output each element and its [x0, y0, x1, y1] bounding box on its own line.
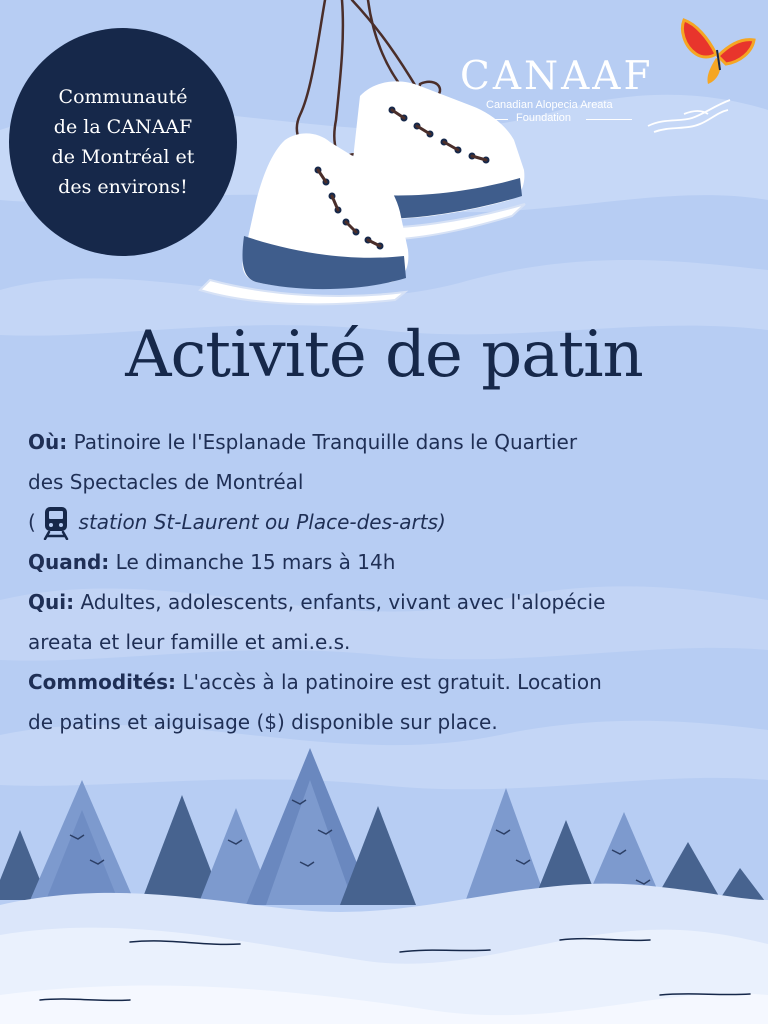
detail-transit: [28, 502, 758, 542]
community-badge: [9, 28, 237, 256]
event-details: [28, 422, 758, 742]
detail-amenities: [28, 662, 758, 702]
butterfly-icon: [678, 10, 758, 90]
where-text: des Spectacles de Montréal: [28, 470, 304, 494]
detail-where: [28, 422, 758, 462]
transit-text: station St-Laurent ou Place-des-arts): [78, 510, 446, 534]
badge-line: Communauté: [58, 86, 188, 108]
when-label: Quand:: [28, 550, 110, 574]
canaaf-logo: [456, 8, 760, 138]
transit-paren: (: [28, 510, 36, 534]
where-label: Où:: [28, 430, 68, 454]
logo-rule: [462, 119, 508, 120]
logo-subtitle: Canadian Alopecia Areata: [486, 99, 613, 111]
detail-when: [28, 542, 758, 582]
who-label: Qui:: [28, 590, 75, 614]
amenities-text: L'accès à la patinoire est gratuit. Location: [182, 670, 602, 694]
badge-line: de la CANAAF: [53, 116, 193, 138]
detail-who: [28, 582, 758, 622]
who-text: areata et leur famille et ami.e.s.: [28, 630, 351, 654]
badge-line: de Montréal et: [51, 146, 195, 168]
where-text: Patinoire le l'Esplanade Tranquille dans le Quartier: [73, 430, 578, 454]
metro-icon: [42, 502, 72, 542]
page-title: Activité de patin: [125, 318, 643, 392]
detail-who-cont: [28, 622, 758, 662]
logo-rule: [586, 119, 632, 120]
when-text: Le dimanche 15 mars à 14h: [115, 550, 396, 574]
detail-amenities-cont: [28, 702, 758, 742]
logo-wordmark: CANAAF: [460, 54, 654, 99]
logo-subtitle: Foundation: [516, 112, 572, 124]
who-text: Adultes, adolescents, enfants, vivant avec l'alopécie: [80, 590, 606, 614]
hand-icon: [644, 92, 734, 136]
badge-line: des environs!: [58, 176, 188, 198]
detail-where-cont: [28, 462, 758, 502]
amenities-text: de patins et aiguisage ($) disponible sur place.: [28, 710, 498, 734]
amenities-label: Commodités:: [28, 670, 177, 694]
